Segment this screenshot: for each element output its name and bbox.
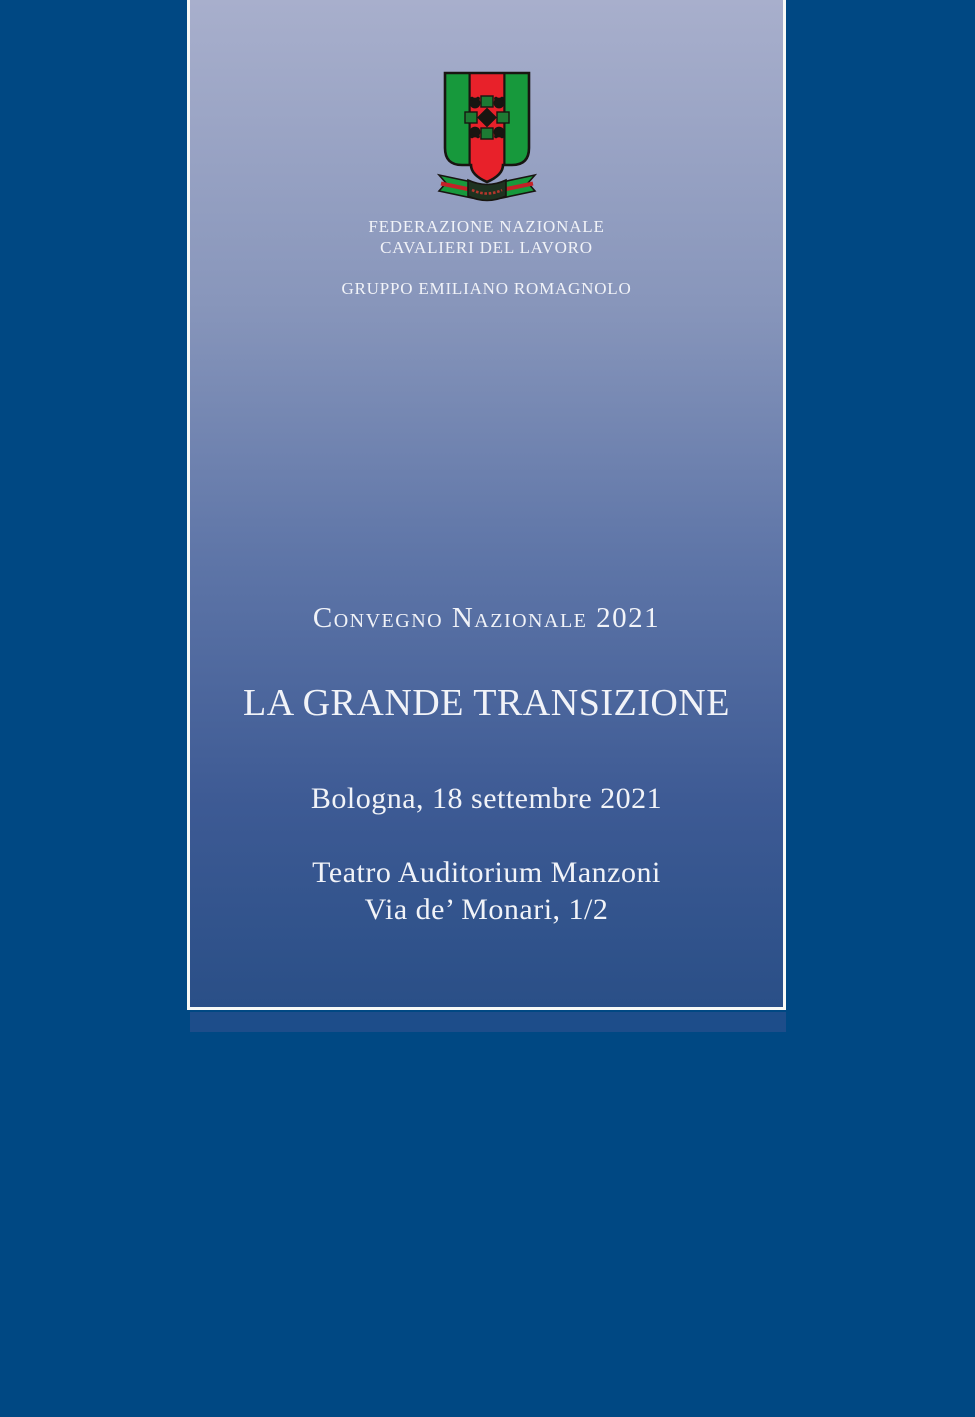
crest-ornament-icon: [465, 96, 509, 139]
event-date-location: Bologna, 18 settembre 2021: [310, 782, 663, 815]
organization-name-line1: FEDERAZIONE NAZIONALE: [368, 217, 605, 236]
cover-panel: [187, 0, 786, 1010]
event-kicker: Convegno Nazionale 2021: [312, 602, 661, 634]
event-title: LA GRANDE TRANSIZIONE: [243, 682, 730, 724]
event-venue-address: Via de’ Monari, 1/2: [364, 893, 609, 926]
panel-shadow-band: [190, 1012, 786, 1032]
event-venue-name: Teatro Auditorium Manzoni: [312, 856, 661, 889]
organization-name-line2: CAVALIERI DEL LAVORO: [380, 238, 593, 257]
federation-crest-icon: [437, 70, 537, 206]
organization-group: GRUPPO EMILIANO ROMAGNOLO: [341, 279, 632, 298]
